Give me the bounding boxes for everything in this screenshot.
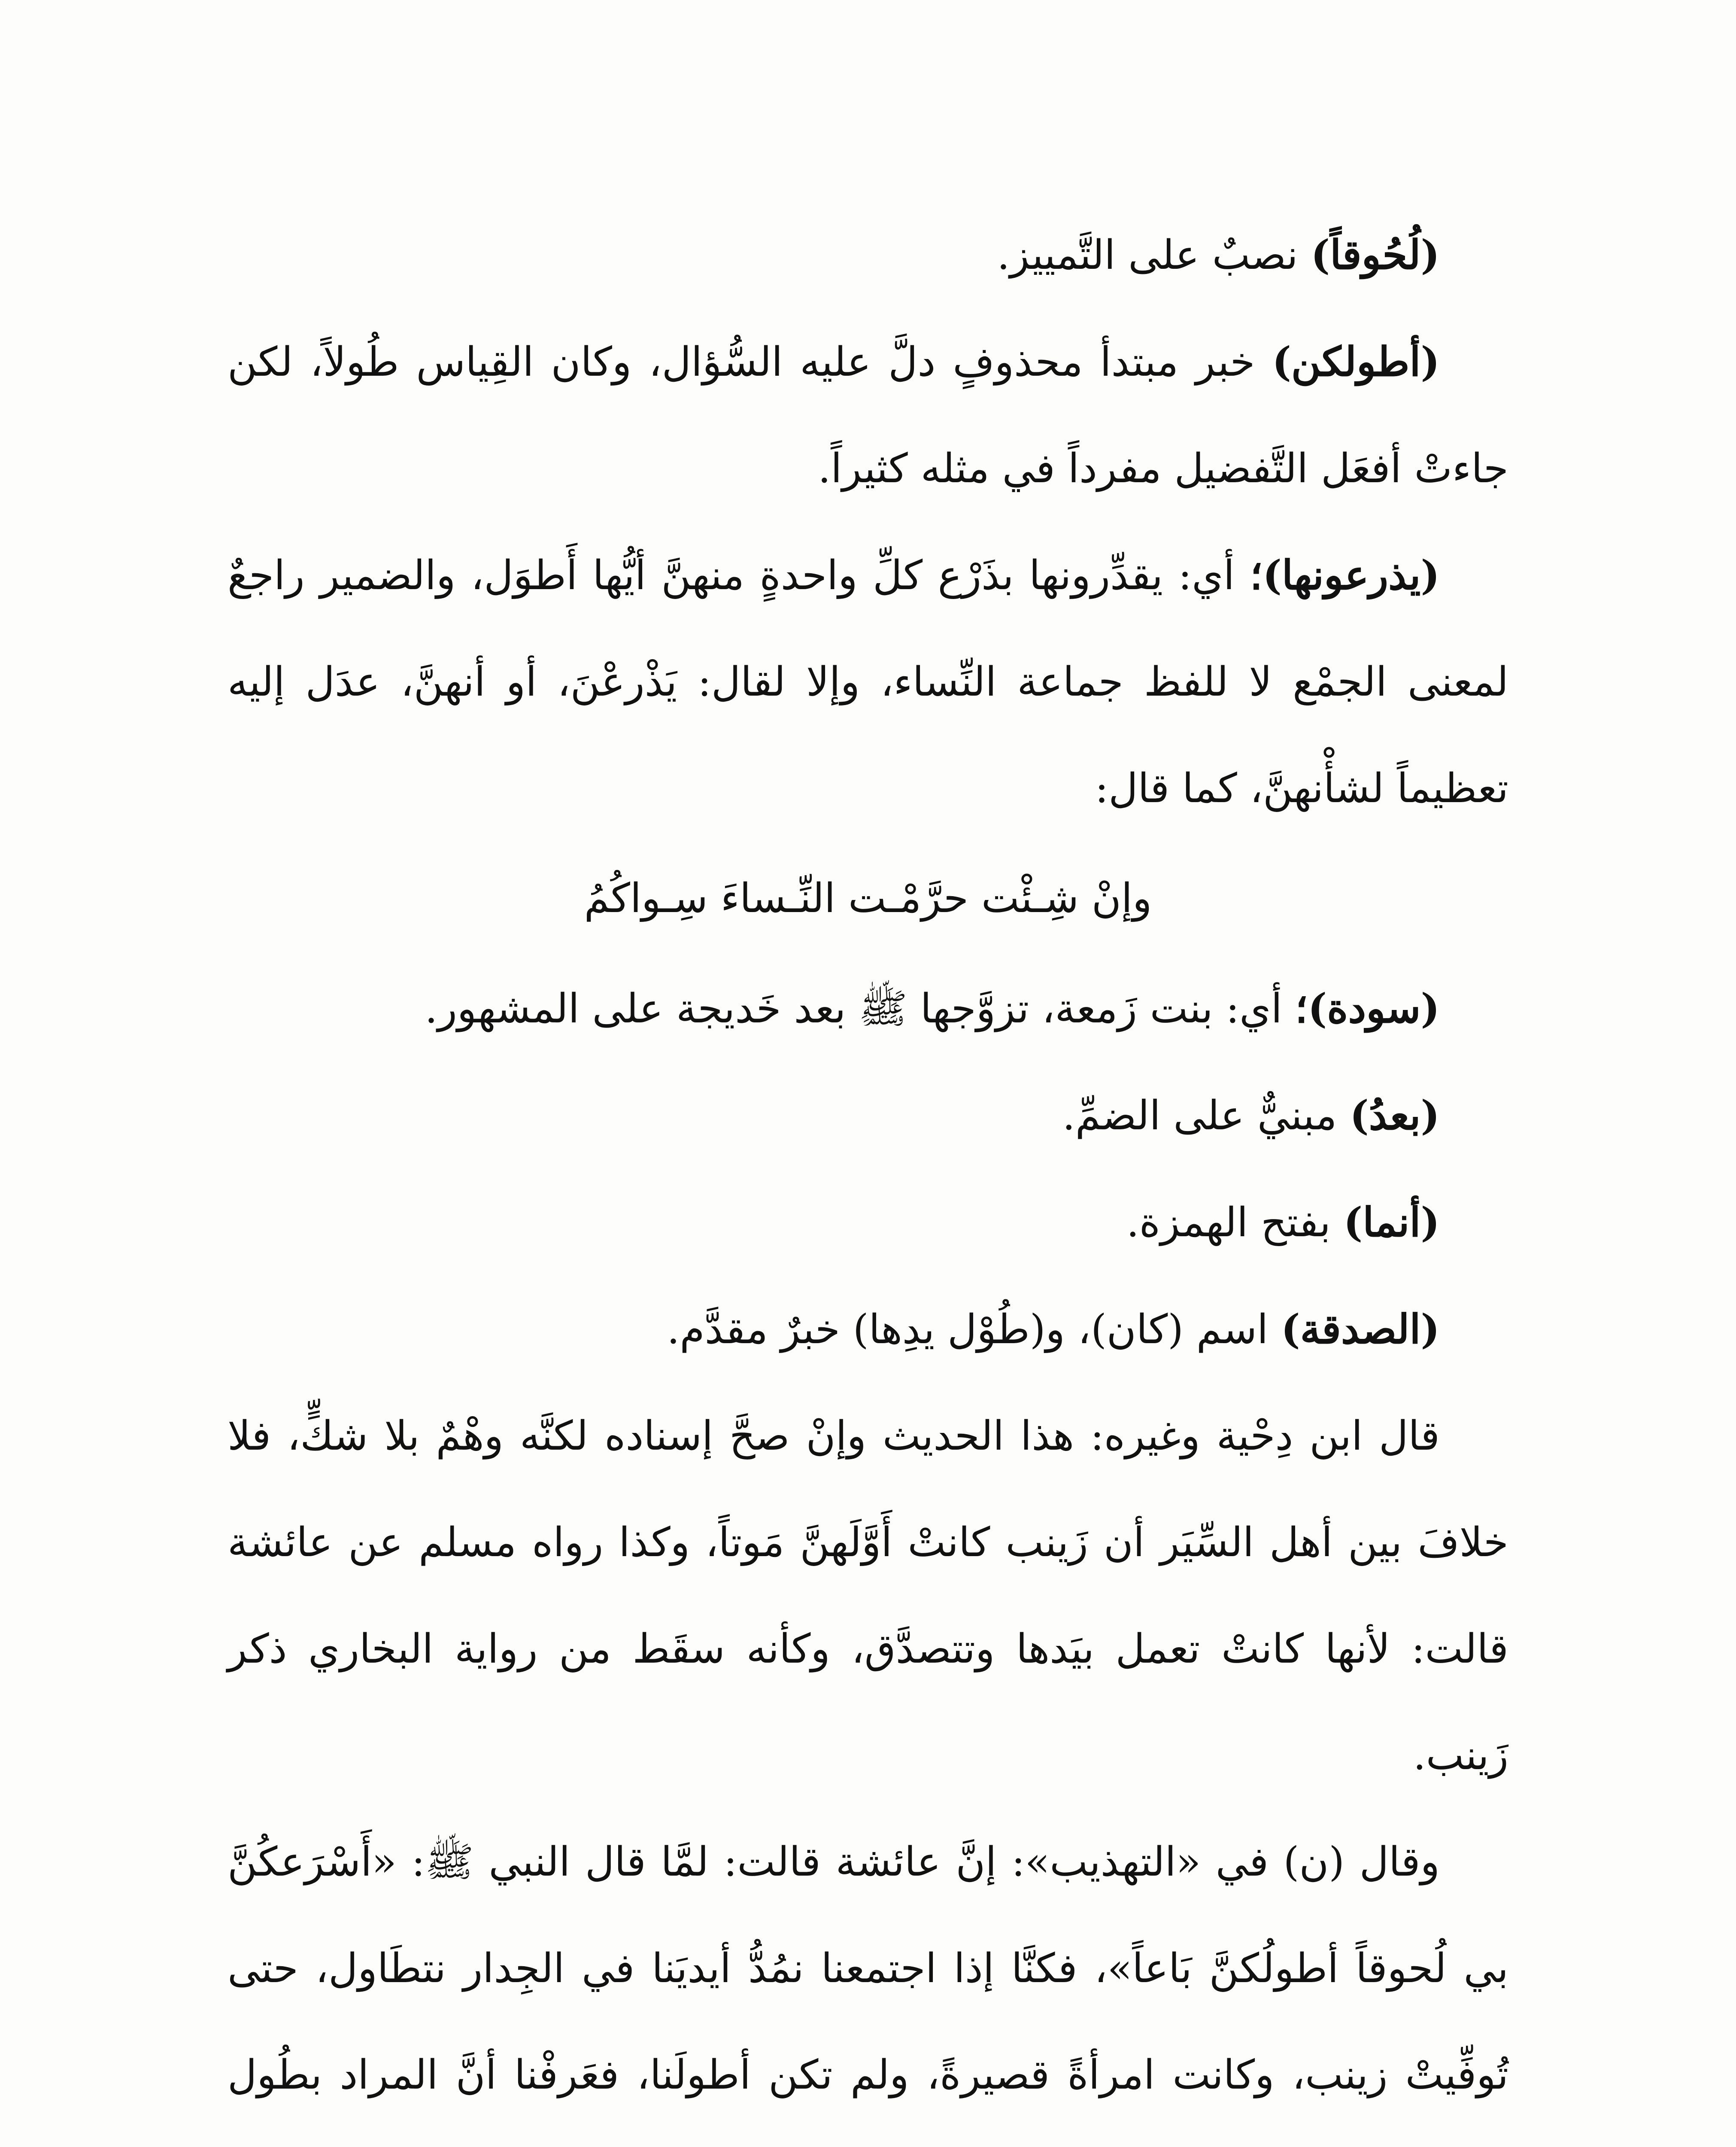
term-yadhraunaha: (يذرعونها)؛ (1250, 552, 1440, 599)
term-atwalukunna: (أطولكن) (1272, 338, 1440, 386)
paragraph-badu (228, 1062, 1508, 1169)
explanation-badu: مبنيٌّ على الضمِّ. (1062, 1092, 1350, 1139)
commentary-text (228, 202, 1508, 2147)
term-badu: (بعدُ) (1350, 1092, 1440, 1139)
paragraph-atwalukunna (228, 309, 1508, 522)
poetry-verse: وإنْ شِـئْت حرَّمْـت النِّـساءَ سِـواكُمُ (584, 875, 1152, 922)
explanation-sawda: أي: بنت زَمعة، تزوَّجها ﷺ بعد خَديجة على المشهور. (425, 985, 1295, 1032)
explanation-atwalukunna: خبر مبتدأ محذوفٍ دلَّ عليه السُّؤال، وكان القِياس طُولاً، لكن جاءتْ أفعَل التَّفضيل مفرداً في مثله كثيراً. (228, 339, 1508, 492)
paragraph-sadaqa (228, 1276, 1508, 1383)
paragraph-tahdhib: وقال (ن) في «التهذيب»: إنَّ عائشة قالت: لمَّا قال النبي ﷺ: «أَسْرَعكُنَّ بي لُحوقاً أطولُكنَّ بَاعاً»، فكنَّا إذا اجتمعنا نمُدُّ أيديَنا في الجِدار نتطَاول، حتى تُوفِّيتْ زينب، وكانت امرأةً قصيرةً، ولم تكن أطولَنا، فعَرفْنا أنَّ المراد بطُول (228, 1839, 1508, 2098)
paragraph-yadhraunaha (228, 522, 1508, 842)
explanation-yadhraunaha: أي: يقدِّرونها بذَرْع كلِّ واحدةٍ منهنَّ أيُّها أَطوَل، والضمير راجعٌ لمعنى الجمْع لا للفظ جماعة النِّساء، وإلا لقال: يَذْرعْنَ، أو أنهنَّ، عدَل إليه تعظيماً لشأْنهنَّ، كما قال: (228, 552, 1508, 812)
paragraph-annama (228, 1169, 1508, 1276)
term-luhuqan: (لُحُوقاً) (1311, 231, 1440, 279)
explanation-luhuqan: نصبٌ على التَّمييز. (997, 232, 1311, 279)
term-sawda: (سودة)؛ (1295, 985, 1440, 1032)
explanation-sadaqa: اسم (كان)، و(طُوْل يدِها) خبرٌ مقدَّم. (667, 1306, 1281, 1353)
explanation-annama: بفتح الهمزة. (1126, 1199, 1344, 1246)
paragraph-ibn-dihya: قال ابن دِحْية وغيره: هذا الحديث وإنْ صحَّ إسناده لكنَّه وهْمٌ بلا شكٍّ، فلا خلافَ بين أهل السِّيَر أن زَينب كانتْ أَوَّلَهنَّ مَوتاً، وكذا رواه مسلم عن عائشة قالت: لأنها كانتْ تعمل بيَدها وتتصدَّق، وكأنه سقَط من رواية البخاري ذكر زَينب. (228, 1413, 1508, 1779)
paragraph-sawda (228, 955, 1508, 1062)
term-sadaqa: (الصدقة) (1281, 1306, 1440, 1353)
paragraph-luhuqan (228, 202, 1508, 309)
term-annama: (أنما) (1343, 1199, 1440, 1246)
